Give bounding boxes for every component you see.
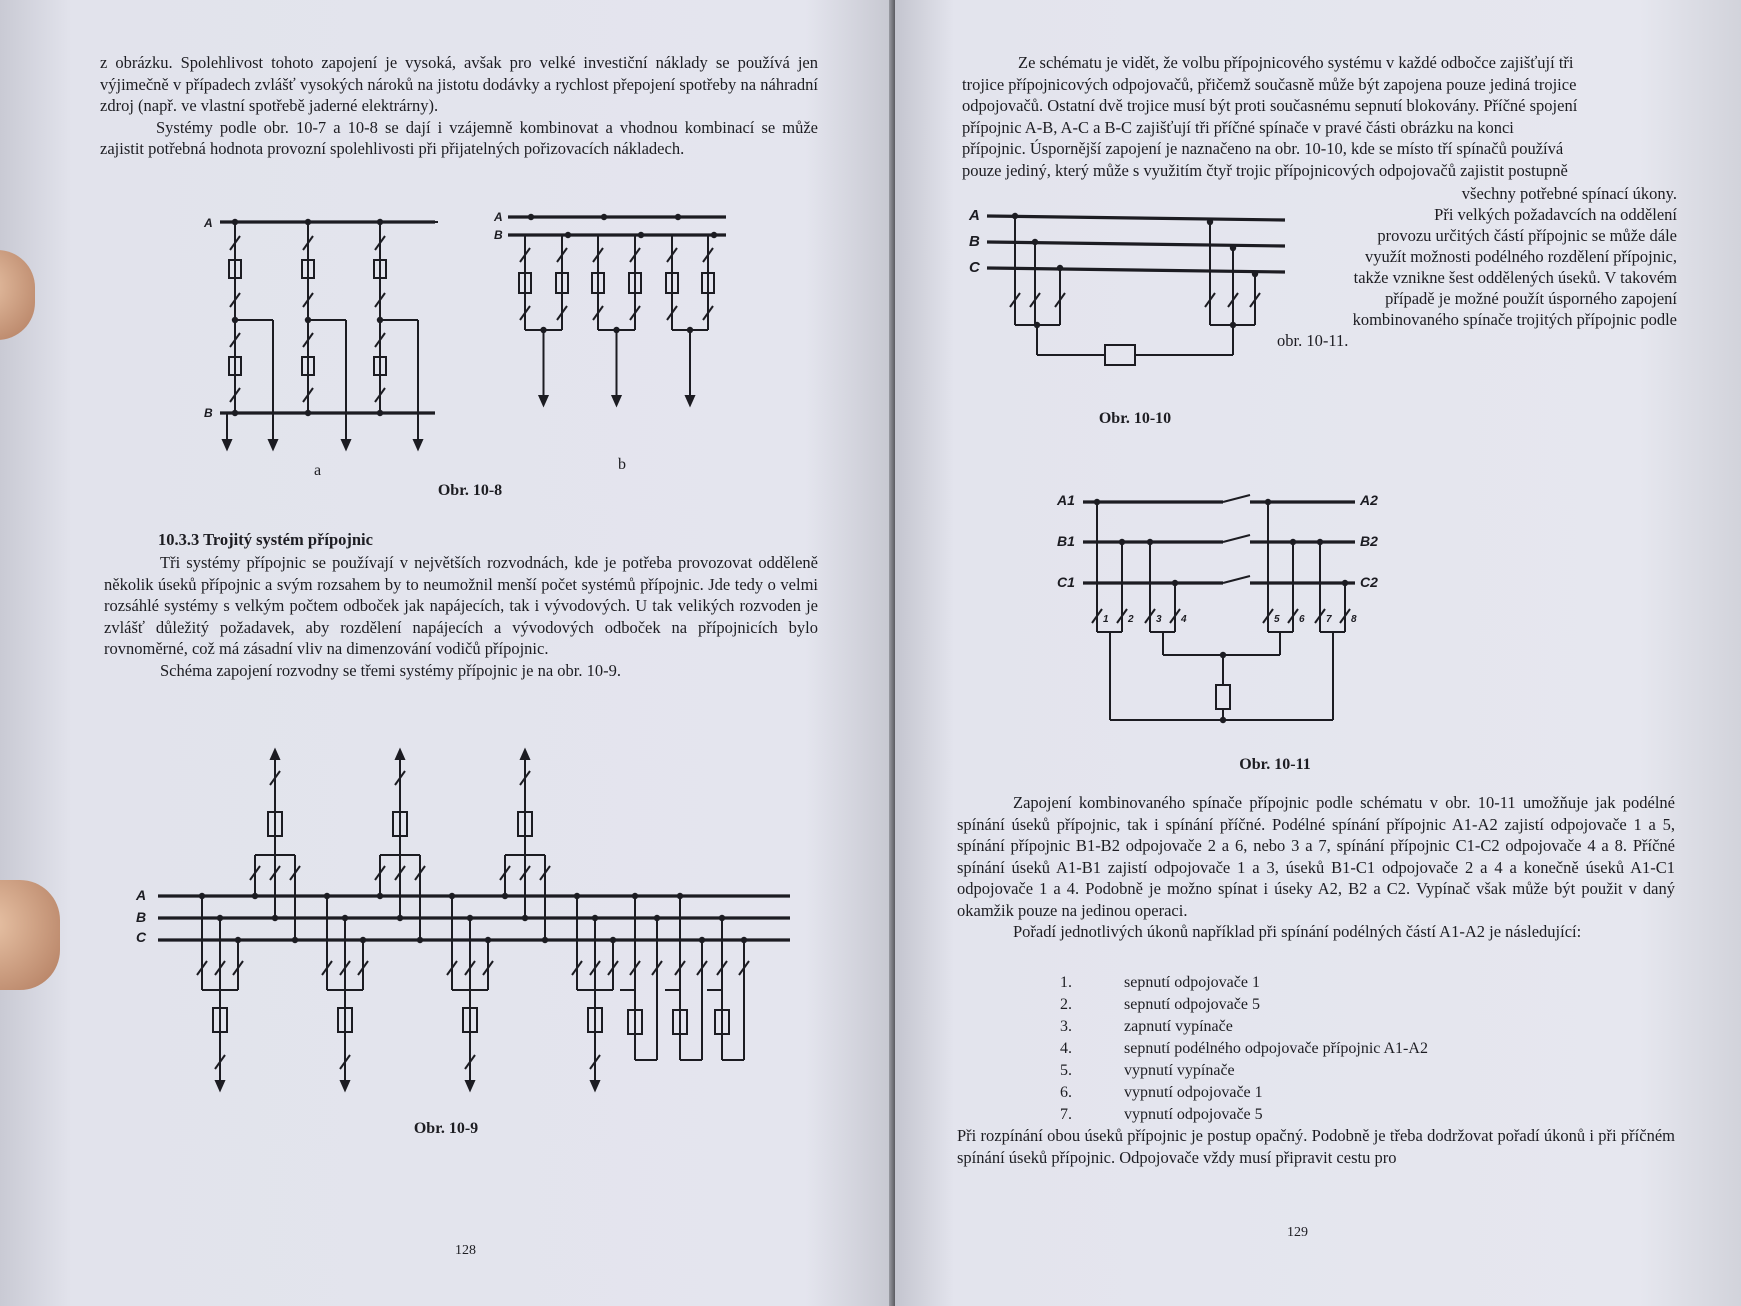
figure-10-8-a: [200, 205, 450, 465]
right-para-2-text: Zapojení kombinovaného spínače přípojnic podle schématu v obr. 10-11 umožňuje jak podélné spínání úseků přípojnic, tak i spínání příčné. Podélné spínání přípojnic A1-A2 zajistí odpojovače 1 a 5, spínání přípojnic B1-B2 odpojovače 2 a 6, nebo 3 a 7, spínání přípojnic C1-C2 odpojovače 4 a 8. Příčné spínání úseků A1-B1 zajistí odpojovače 1 a 3, úseků B1-C1 odpojovače 2 a 4 a konečně úseků A1-C1 odpojovače 1 a 4. Podobně je možno spínat i úseky A2, B2 a C2. Vypínač však může být použit v daný okamžik pouze na jedinou operaci.: [957, 793, 1675, 920]
junction-dot: [272, 915, 278, 921]
switch-number: 3: [1156, 614, 1162, 625]
right-para-1-line: odpojovačů. Ostatní dvě trojice musí být proti současnému sepnutí blokovány. Příčné spojení: [962, 96, 1578, 115]
bus-label: A2: [1360, 492, 1378, 508]
junction-dot: [601, 214, 607, 220]
bus-label: B1: [1057, 533, 1075, 549]
junction-dot: [542, 937, 548, 943]
list-item: 6. vypnutí odpojovače 1: [1060, 1084, 1263, 1101]
bus-label: A: [204, 216, 213, 230]
bus-label: B: [136, 909, 147, 925]
switch-number: 6: [1299, 614, 1305, 625]
side-line: kombinovaného spínače trojitých přípojnic podle: [1352, 310, 1677, 329]
arrow: [223, 440, 231, 449]
arrow: [271, 750, 279, 759]
breaker-box: [1216, 685, 1230, 709]
list-item: 7. vypnutí odpojovače 5: [1060, 1106, 1263, 1123]
bus-label: C: [969, 259, 980, 276]
side-line: obr. 10-11.: [1277, 331, 1349, 350]
figure-10-10-caption: Obr. 10-10: [1098, 410, 1172, 427]
junction-dot: [397, 915, 403, 921]
arrow: [591, 1081, 599, 1090]
bus-label: B: [969, 233, 980, 250]
side-line: všechny potřebné spínací úkony.: [1461, 184, 1677, 203]
junction-dot: [654, 915, 660, 921]
page-number-right: 129: [1287, 1225, 1308, 1240]
right-para-1-line: Ze schématu je vidět, že volbu přípojnicového systému v každé odbočce zajišťují tři: [1018, 53, 1574, 72]
bus-label: B: [494, 228, 503, 242]
figure-10-8-sublabel-b: b: [618, 456, 626, 473]
arrow: [466, 1081, 474, 1090]
junction-dot: [232, 410, 238, 416]
junction-dot: [305, 410, 311, 416]
longitudinal-disconnector: [1223, 495, 1250, 502]
steps-list: [1060, 972, 1428, 1126]
right-para-4: [957, 1125, 1675, 1168]
figure-10-11-caption: Obr. 10-11: [1239, 756, 1311, 773]
switch-number: 7: [1326, 614, 1332, 625]
junction-dot: [638, 232, 644, 238]
intro-text: z obrázku. Spolehlivost tohoto zapojení je vysoká, avšak pro velké investiční náklady se používá jen výjimečně v případech zvlášť vysokých nároků na jistotu dodávky a rychlost přepojení spotřeby na náhradní zdroj (např. ve vlastní spotřebě jaderné elektrárny).: [100, 53, 818, 115]
switch-number: 1: [1103, 614, 1109, 625]
section-text: Tři systémy přípojnic se používají v největších rozvodnách, kde je potřeba provozovat odděleně několik úseků přípojnic a svým rozsahem by to neumožnil menší počet systémů přípojnic. Jde tedy o velmi rozsáhlé systémy s velkým počtem odboček jak napájecích, tak i vývodových. U tak velikých rozvoden je zvlášť důležitý požadavek, aby rozdělení napájecích a vývodových odboček na přípojnicích bylo rovnoměrné, což má zásadní vliv na dimenzování vodičů přípojnic.: [104, 553, 818, 658]
bus-label: C2: [1360, 574, 1378, 590]
junction-dot: [528, 214, 534, 220]
right-para-3-text: Pořadí jednotlivých úkonů například při spínání podélných částí A1-A2 je následující:: [1013, 922, 1582, 941]
bus-label: C: [136, 929, 147, 945]
junction-dot: [699, 937, 705, 943]
right-para-2: [957, 792, 1675, 943]
switch-number: 2: [1128, 614, 1134, 625]
junction-dot: [292, 937, 298, 943]
figure-10-10: [965, 200, 1295, 380]
thumb-lower: [0, 880, 60, 990]
side-paragraph: [1277, 183, 1677, 351]
arrow: [414, 440, 422, 449]
figure-10-9: [130, 740, 800, 1100]
junction-dot: [711, 232, 717, 238]
right-para-1-line: trojice přípojnicových odpojovačů, přičemž současně může být zapojena pouze jediná trojice: [962, 74, 1577, 94]
switch-number: 8: [1351, 614, 1357, 625]
arrow: [686, 396, 694, 405]
right-page: [895, 0, 1741, 1306]
side-line: využít možnosti podélného rozdělení přípojnic,: [1364, 247, 1677, 266]
list-item: 3. zapnutí vypínače: [1060, 1018, 1233, 1035]
list-item: 5. vypnutí vypínače: [1060, 1062, 1235, 1079]
arrow: [521, 750, 529, 759]
wire: [987, 242, 1285, 246]
switch-number: 4: [1181, 614, 1187, 625]
side-line: provozu určitých částí přípojnic se může dále: [1377, 226, 1677, 245]
list-item: 1. sepnutí odpojovače 1: [1060, 974, 1260, 991]
page-number-left: 128: [455, 1243, 476, 1258]
section-heading: 10.3.3 Trojitý systém přípojnic: [158, 530, 373, 549]
intro-paragraph: [100, 52, 818, 160]
junction-dot: [565, 232, 571, 238]
bus-label: A1: [1057, 492, 1075, 508]
figure-10-8-b: [490, 205, 740, 415]
arrow: [396, 750, 404, 759]
right-para-1: [962, 52, 1680, 181]
junction-dot: [417, 937, 423, 943]
bus-label: B: [204, 406, 213, 420]
bus-label: B2: [1360, 533, 1378, 549]
switch-number: 5: [1274, 614, 1280, 625]
junction-dot: [741, 937, 747, 943]
right-para-4-text: Při rozpínání obou úseků přípojnic je postup opačný. Podobně je třeba dodržovat pořadí úkonů i při příčném spínání úseků přípojnic. Odpojovače vždy musí připravit cestu pro: [957, 1126, 1675, 1167]
right-para-1-line: pouze jediný, který může s využitím čtyř trojic přípojnicových odpojovačů zajistit postupně: [962, 160, 1568, 180]
junction-dot: [1220, 717, 1226, 723]
side-line: případě je možné použít úsporného zapojení: [1385, 289, 1677, 308]
arrow: [540, 396, 548, 405]
bus-label: A: [136, 887, 147, 903]
junction-dot: [522, 915, 528, 921]
figure-10-8-caption: Obr. 10-8: [437, 482, 503, 499]
figure-10-11: [1055, 480, 1395, 730]
side-line: Při velkých požadavcích na oddělení: [1434, 205, 1677, 224]
breaker-box: [1105, 345, 1135, 365]
section-text-2: Schéma zapojení rozvodny se třemi systémy přípojnic je na obr. 10-9.: [160, 660, 621, 680]
arrow: [216, 1081, 224, 1090]
figure-10-9-caption: Obr. 10-9: [413, 1120, 479, 1137]
arrow: [269, 440, 277, 449]
longitudinal-disconnector: [1223, 535, 1250, 542]
junction-dot: [675, 214, 681, 220]
right-para-1-line: přípojnic. Úspornější zapojení je naznačeno na obr. 10-10, kde se místo tří spínačů používá: [962, 139, 1564, 158]
longitudinal-disconnector: [1223, 576, 1250, 583]
bus-label: A: [494, 210, 503, 224]
junction-dot: [252, 893, 258, 899]
right-para-1-line: přípojnic A-B, A-C a B-C zajišťují tři příčné spínače v pravé části obrázku na konci: [962, 117, 1514, 137]
section-paragraph: [104, 552, 818, 681]
bus-label: C1: [1057, 574, 1075, 590]
wire: [987, 268, 1285, 272]
list-item: 2. sepnutí odpojovače 5: [1060, 996, 1260, 1013]
figure-10-8-sublabel-a: a: [314, 462, 322, 479]
arrow: [613, 396, 621, 405]
combine-paragraph: Systémy podle obr. 10-7 a 10-8 se dají i vzájemně kombinovat a vhodnou kombinací se může zajistit potřebná hodnota provozní spolehlivosti při přijatelných pořizovacích nákladech.: [100, 117, 818, 158]
list-item: 4. sepnutí podélného odpojovače přípojnic A1-A2: [1060, 1040, 1428, 1057]
junction-dot: [502, 893, 508, 899]
junction-dot: [377, 410, 383, 416]
arrow: [341, 1081, 349, 1090]
side-line: takže vznikne šest oddělených úseků. V takovém: [1353, 268, 1677, 287]
wire: [987, 216, 1285, 220]
arrow: [342, 440, 350, 449]
junction-dot: [377, 893, 383, 899]
bus-label: A: [969, 207, 980, 224]
